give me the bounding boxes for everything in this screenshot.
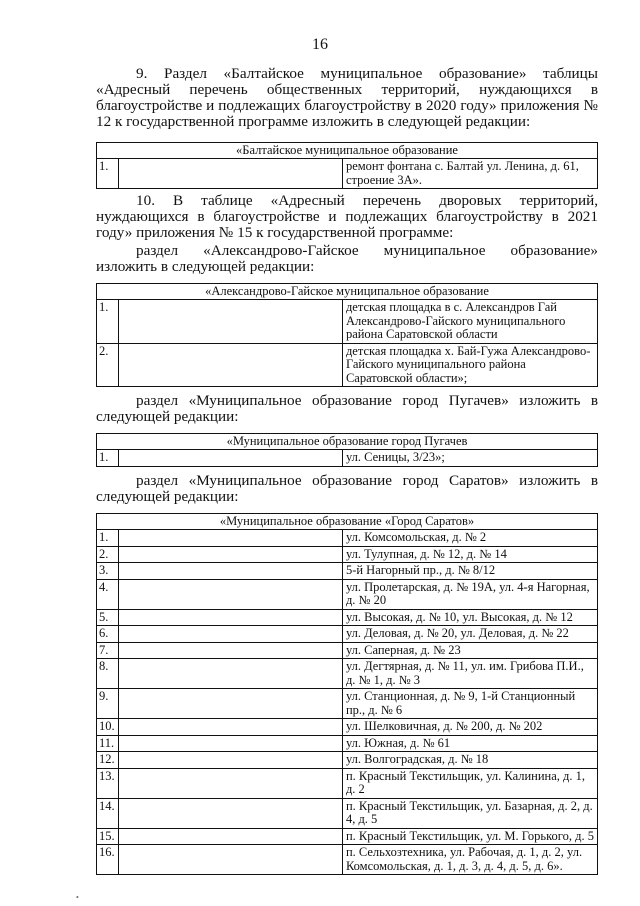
empty-cell <box>119 768 343 798</box>
empty-cell <box>119 845 343 875</box>
address-cell: ул. Деловая, д. № 20, ул. Деловая, д. № 22 <box>342 626 597 643</box>
table-row <box>97 579 598 609</box>
empty-cell <box>119 300 343 344</box>
address-cell: ул. Южная, д. № 61 <box>342 735 597 752</box>
address-cell: ул. Сеницы, 3/23»; <box>342 450 597 467</box>
empty-cell <box>119 450 343 467</box>
empty-cell <box>119 689 343 719</box>
row-number: 15. <box>97 828 119 845</box>
row-number: 7. <box>97 642 119 659</box>
empty-cell <box>119 563 343 580</box>
empty-cell <box>119 659 343 689</box>
address-cell: детская площадка в с. Александров Гай Александрово-Гайского муниципального района Саратовской области <box>342 300 597 344</box>
table-row <box>97 719 598 736</box>
empty-cell <box>119 642 343 659</box>
table-row <box>97 530 598 547</box>
row-number: 13. <box>97 768 119 798</box>
address-cell: п. Красный Текстильщик, ул. Базарная, д. 2, д. 4, д. 5 <box>342 798 597 828</box>
table-row <box>97 450 598 467</box>
address-cell: ул. Комсомольская, д. № 2 <box>342 530 597 547</box>
paragraph-saratov: раздел «Муниципальное образование город Саратов» изложить в следующей редакции: <box>96 472 598 505</box>
paragraph-10-sub: раздел «Александрово-Гайское муниципальное образование» изложить в следующей редакции: <box>96 242 598 275</box>
table-ag <box>96 299 598 387</box>
empty-cell <box>119 828 343 845</box>
address-cell: ул. Тулупная, д. № 12, д. № 14 <box>342 546 597 563</box>
address-cell: ул. Дегтярная, д. № 11, ул. им. Грибова П.И., д. № 1, д. № 3 <box>342 659 597 689</box>
address-cell: ремонт фонтана с. Балтай ул. Ленина, д. 61, строение 3А». <box>342 159 597 189</box>
row-number: 2. <box>97 546 119 563</box>
empty-cell <box>119 530 343 547</box>
table-ag-title: «Александрово-Гайское муниципальное образование <box>96 283 598 300</box>
row-number: 16. <box>97 845 119 875</box>
scan-mark: • <box>76 893 79 902</box>
address-cell: ул. Пролетарская, д. № 19А, ул. 4-я Нагорная, д. № 20 <box>342 579 597 609</box>
address-cell: ул. Волгоградская, д. № 18 <box>342 752 597 769</box>
table-row <box>97 626 598 643</box>
table-row <box>97 563 598 580</box>
row-number: 1. <box>97 300 119 344</box>
table-pugachev-title: «Муниципальное образование город Пугачев <box>96 433 598 450</box>
empty-cell <box>119 609 343 626</box>
table-row <box>97 546 598 563</box>
row-number: 11. <box>97 735 119 752</box>
row-number: 10. <box>97 719 119 736</box>
empty-cell <box>119 719 343 736</box>
row-number: 4. <box>97 579 119 609</box>
address-cell: 5-й Нагорный пр., д. № 8/12 <box>342 563 597 580</box>
empty-cell <box>119 343 343 387</box>
table-saratov-title: «Муниципальное образование «Город Саратов» <box>96 513 598 530</box>
table-row <box>97 300 598 344</box>
table-row <box>97 768 598 798</box>
address-cell: ул. Высокая, д. № 10, ул. Высокая, д. № 12 <box>342 609 597 626</box>
row-number: 12. <box>97 752 119 769</box>
row-number: 1. <box>97 159 119 189</box>
row-number: 9. <box>97 689 119 719</box>
address-cell: п. Сельхозтехника, ул. Рабочая, д. 1, д. 2, ул. Комсомольская, д. 1, д. 3, д. 4, д. 5, д. 6». <box>342 845 597 875</box>
table-saratov <box>96 529 598 875</box>
row-number: 1. <box>97 450 119 467</box>
empty-cell <box>119 546 343 563</box>
paragraph-10: 10. В таблице «Адресный перечень дворовых территорий, нуждающихся в благоустройстве и подлежащих благоустройству в 2021 году» приложения № 15 к государственной программе: <box>96 192 598 241</box>
address-cell: п. Красный Текстильщик, ул. Калинина, д. 1, д. 2 <box>342 768 597 798</box>
table-row <box>97 689 598 719</box>
address-cell: ул. Саперная, д. № 23 <box>342 642 597 659</box>
table-row <box>97 609 598 626</box>
row-number: 3. <box>97 563 119 580</box>
paragraph-9: 9. Раздел «Балтайское муниципальное образование» таблицы «Адресный перечень общественных территорий, нуждающихся в благоустройстве и подлежащих благоустройству в 2020 году» приложения № 12 к государственной программе изложить в следующей редакции: <box>96 65 598 130</box>
empty-cell <box>119 798 343 828</box>
table-row <box>97 845 598 875</box>
row-number: 6. <box>97 626 119 643</box>
page-number: 16 <box>312 36 328 53</box>
paragraph-pugachev: раздел «Муниципальное образование город Пугачев» изложить в следующей редакции: <box>96 392 598 425</box>
empty-cell <box>119 159 343 189</box>
row-number: 2. <box>97 343 119 387</box>
table-row <box>97 659 598 689</box>
table-row <box>97 798 598 828</box>
row-number: 1. <box>97 530 119 547</box>
table-row <box>97 642 598 659</box>
table-row <box>97 159 598 189</box>
address-cell: детская площадка х. Бай-Гужа Александрово-Гайского муниципального района Саратовской области»; <box>342 343 597 387</box>
table-row <box>97 343 598 387</box>
address-cell: ул. Шелковичная, д. № 200, д. № 202 <box>342 719 597 736</box>
row-number: 5. <box>97 609 119 626</box>
row-number: 8. <box>97 659 119 689</box>
empty-cell <box>119 752 343 769</box>
table-pugachev <box>96 449 598 467</box>
row-number: 14. <box>97 798 119 828</box>
table-row <box>97 735 598 752</box>
address-cell: п. Красный Текстильщик, ул. М. Горького, д. 5 <box>342 828 597 845</box>
empty-cell <box>119 735 343 752</box>
table-baltay-title: «Балтайское муниципальное образование <box>96 142 598 159</box>
table-row <box>97 752 598 769</box>
empty-cell <box>119 626 343 643</box>
table-row <box>97 828 598 845</box>
table-baltay <box>96 158 598 189</box>
address-cell: ул. Станционная, д. № 9, 1-й Станционный пр., д. № 6 <box>342 689 597 719</box>
empty-cell <box>119 579 343 609</box>
